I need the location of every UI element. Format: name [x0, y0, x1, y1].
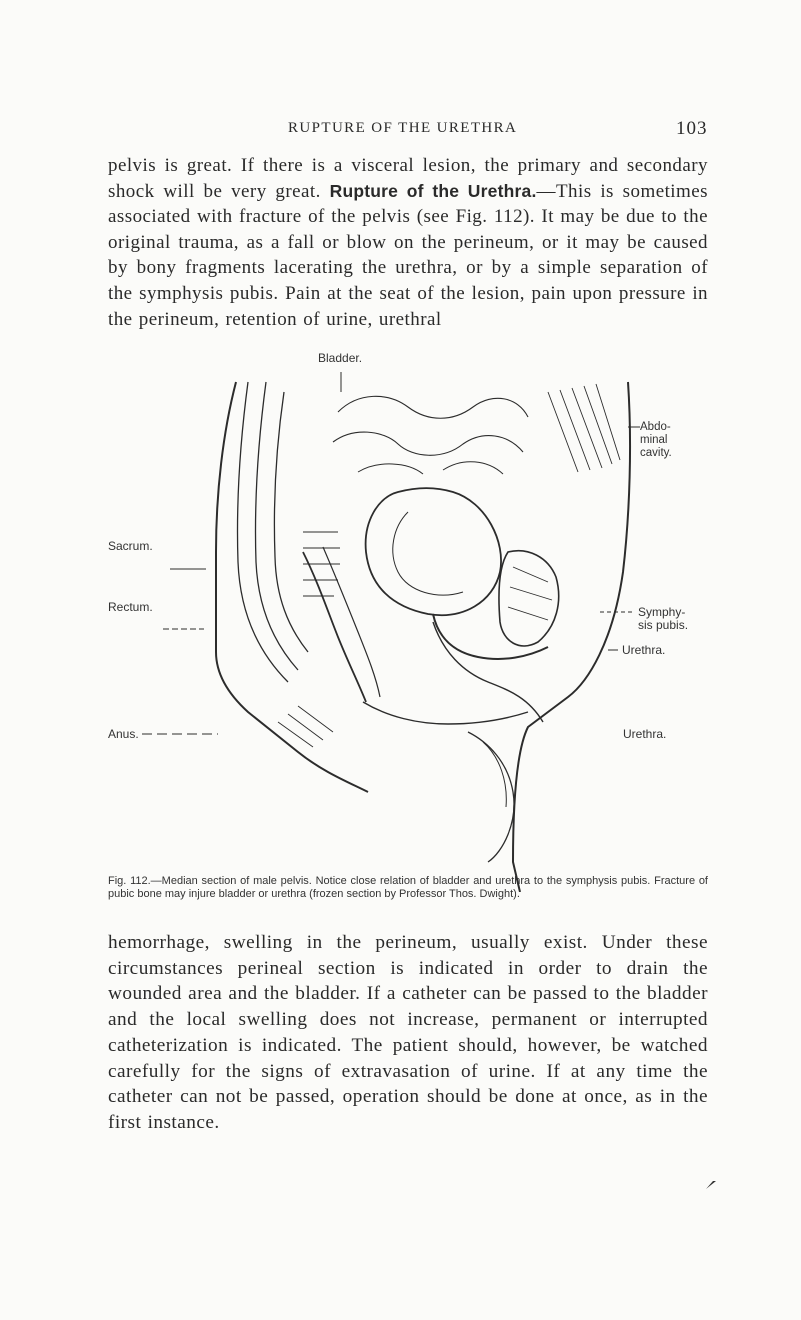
label-urethra-lower: Urethra.: [623, 727, 667, 741]
running-head: RUPTURE OF THE URETHRA: [288, 120, 518, 136]
paragraph-body-text: —This is sometimes associated with fracture of the pelvis (see Fig. 112). It may be due to the original trauma, as a fall or blow on the perineum, or it may be caused by bony fragments lacerating the urethra, or by a simple separation of the symphysis pubis. Pain at the seat of the lesion, pain upon pressure in the perineum, retention of urine, urethral: [108, 180, 708, 330]
label-bladder: Bladder.: [318, 351, 363, 365]
pelvis-section-illustration: [108, 352, 708, 892]
label-rectum: Rectum.: [108, 600, 153, 614]
label-sacrum: Sacrum.: [108, 539, 153, 553]
section-heading-rupture-of-urethra: Rupture of the Urethra.: [329, 180, 537, 201]
paragraph-lead-text: pelvis is great. If there is a visceral lesion, the primary and secondary shock will be very great.: [108, 155, 708, 202]
label-anus: Anus.: [108, 727, 139, 741]
figure-male-pelvis-section: [108, 352, 708, 892]
paragraph-rupture-intro: [108, 153, 708, 332]
label-urethra-upper: Urethra.: [622, 643, 666, 657]
printer-mark-icon: [705, 1180, 717, 1190]
paragraph-treatment: hemorrhage, swelling in the perineum, usually exist. Under these circumstances perineal section is indicated in order to drain the wounded area and the bladder. If a catheter can be passed to the bladder and the local swelling does not increase, permanent or interrupted catheterization is indicated. The patient should, however, be watched carefully for the signs of extravasation of urine. If at any time the catheter can not be passed, operation should be done at once, as in the first instance.: [108, 932, 708, 1133]
page-number: 103: [676, 118, 708, 139]
label-symphysis-pubis: Symphy- sis pubis.: [638, 605, 689, 632]
page-header: [0, 118, 801, 142]
label-abdominal-cavity: Abdo- minal cavity.: [640, 421, 672, 459]
figure-caption: Fig. 112.—Median section of male pelvis. Notice close relation of bladder and urethra to the symphysis pubis. Fracture of pubic bone may injure bladder or urethra (frozen section by Professor Thos. Dwight).: [108, 875, 708, 900]
